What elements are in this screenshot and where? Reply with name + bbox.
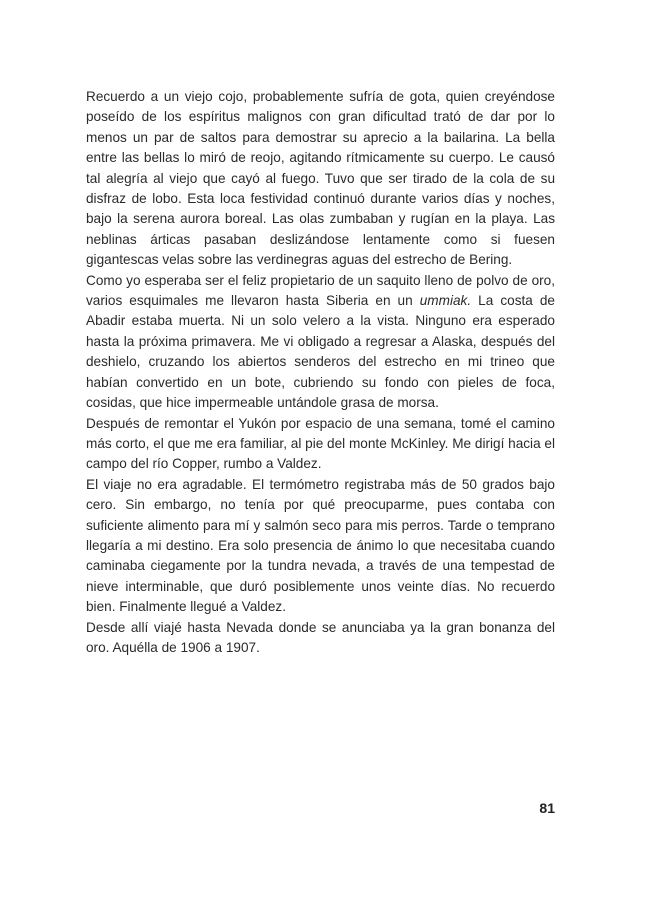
paragraph-3 [86, 414, 555, 475]
paragraph-4-text: El viaje no era agradable. El termómetro registraba más de 50 grados bajo cero. Sin embargo, no tenía por qué preocuparme, pues contaba con suficiente alimento para mí y salmón seco para mis perros. Tarde o temprano llegaría a mi destino. Era solo presencia de ánimo lo que necesitaba cuando caminaba ciegamente por la tundra nevada, a través de una tempestad de nieve interminable, que duró posiblemente unos veinte días. No recuerdo bien. Finalmente llegué a Valdez. [86, 476, 555, 615]
italic-term-ummiak: ummiak. [419, 293, 472, 309]
body-text [86, 87, 555, 658]
paragraph-2-text-end: La costa de Abadir estaba muerta. Ni un solo velero a la vista. Ninguno era esperado hasta la próxima primavera. Me vi obligado a regresar a Alaska, después del deshielo, cruzando los abiertos senderos del estrecho en mi trineo que habían convertido en un bote, cubriendo su fondo con pieles de foca, cosidas, que hice impermeable untándole grasa de morsa. [86, 293, 555, 411]
paragraph-2 [86, 271, 555, 414]
paragraph-1 [86, 87, 555, 271]
paragraph-2-text-start: Como yo esperaba ser el feliz propietario de un saquito lleno de polvo de oro, varios esquimales me llevaron hasta Siberia en un [86, 272, 555, 309]
paragraph-1-text: Recuerdo a un viejo cojo, probablemente sufría de gota, quien creyéndose poseído de los espíritus malignos con gran dificultad trató de dar por lo menos un par de saltos para demostrar su aprecio a la bailarina. La bella entre las bellas lo miró de reojo, agitando rítmicamente su cuerpo. Le causó tal alegría al viejo que cayó al fuego. Tuvo que ser tirado de la cola de su disfraz de lobo. Esta loca festividad continuó durante varios días y noches, bajo la serena aurora boreal. Las olas zumbaban y rugían en la playa. Las neblinas árticas pasaban deslizándose lentamente como si fuesen gigantescas velas sobre las verdinegras aguas del estrecho de Bering. [86, 89, 555, 268]
paragraph-3-text: Después de remontar el Yukón por espacio de una semana, tomé el camino más corto, el que me era familiar, al pie del monte McKinley. Me dirigí hacia el campo del río Copper, rumbo a Valdez. [86, 415, 555, 472]
page-number: 81 [539, 800, 555, 816]
paragraph-5 [86, 618, 555, 659]
paragraph-5-text: Desde allí viajé hasta Nevada donde se anunciaba ya la gran bonanza del oro. Aquélla de 1906 a 1907. [86, 619, 555, 655]
paragraph-4 [86, 475, 555, 618]
